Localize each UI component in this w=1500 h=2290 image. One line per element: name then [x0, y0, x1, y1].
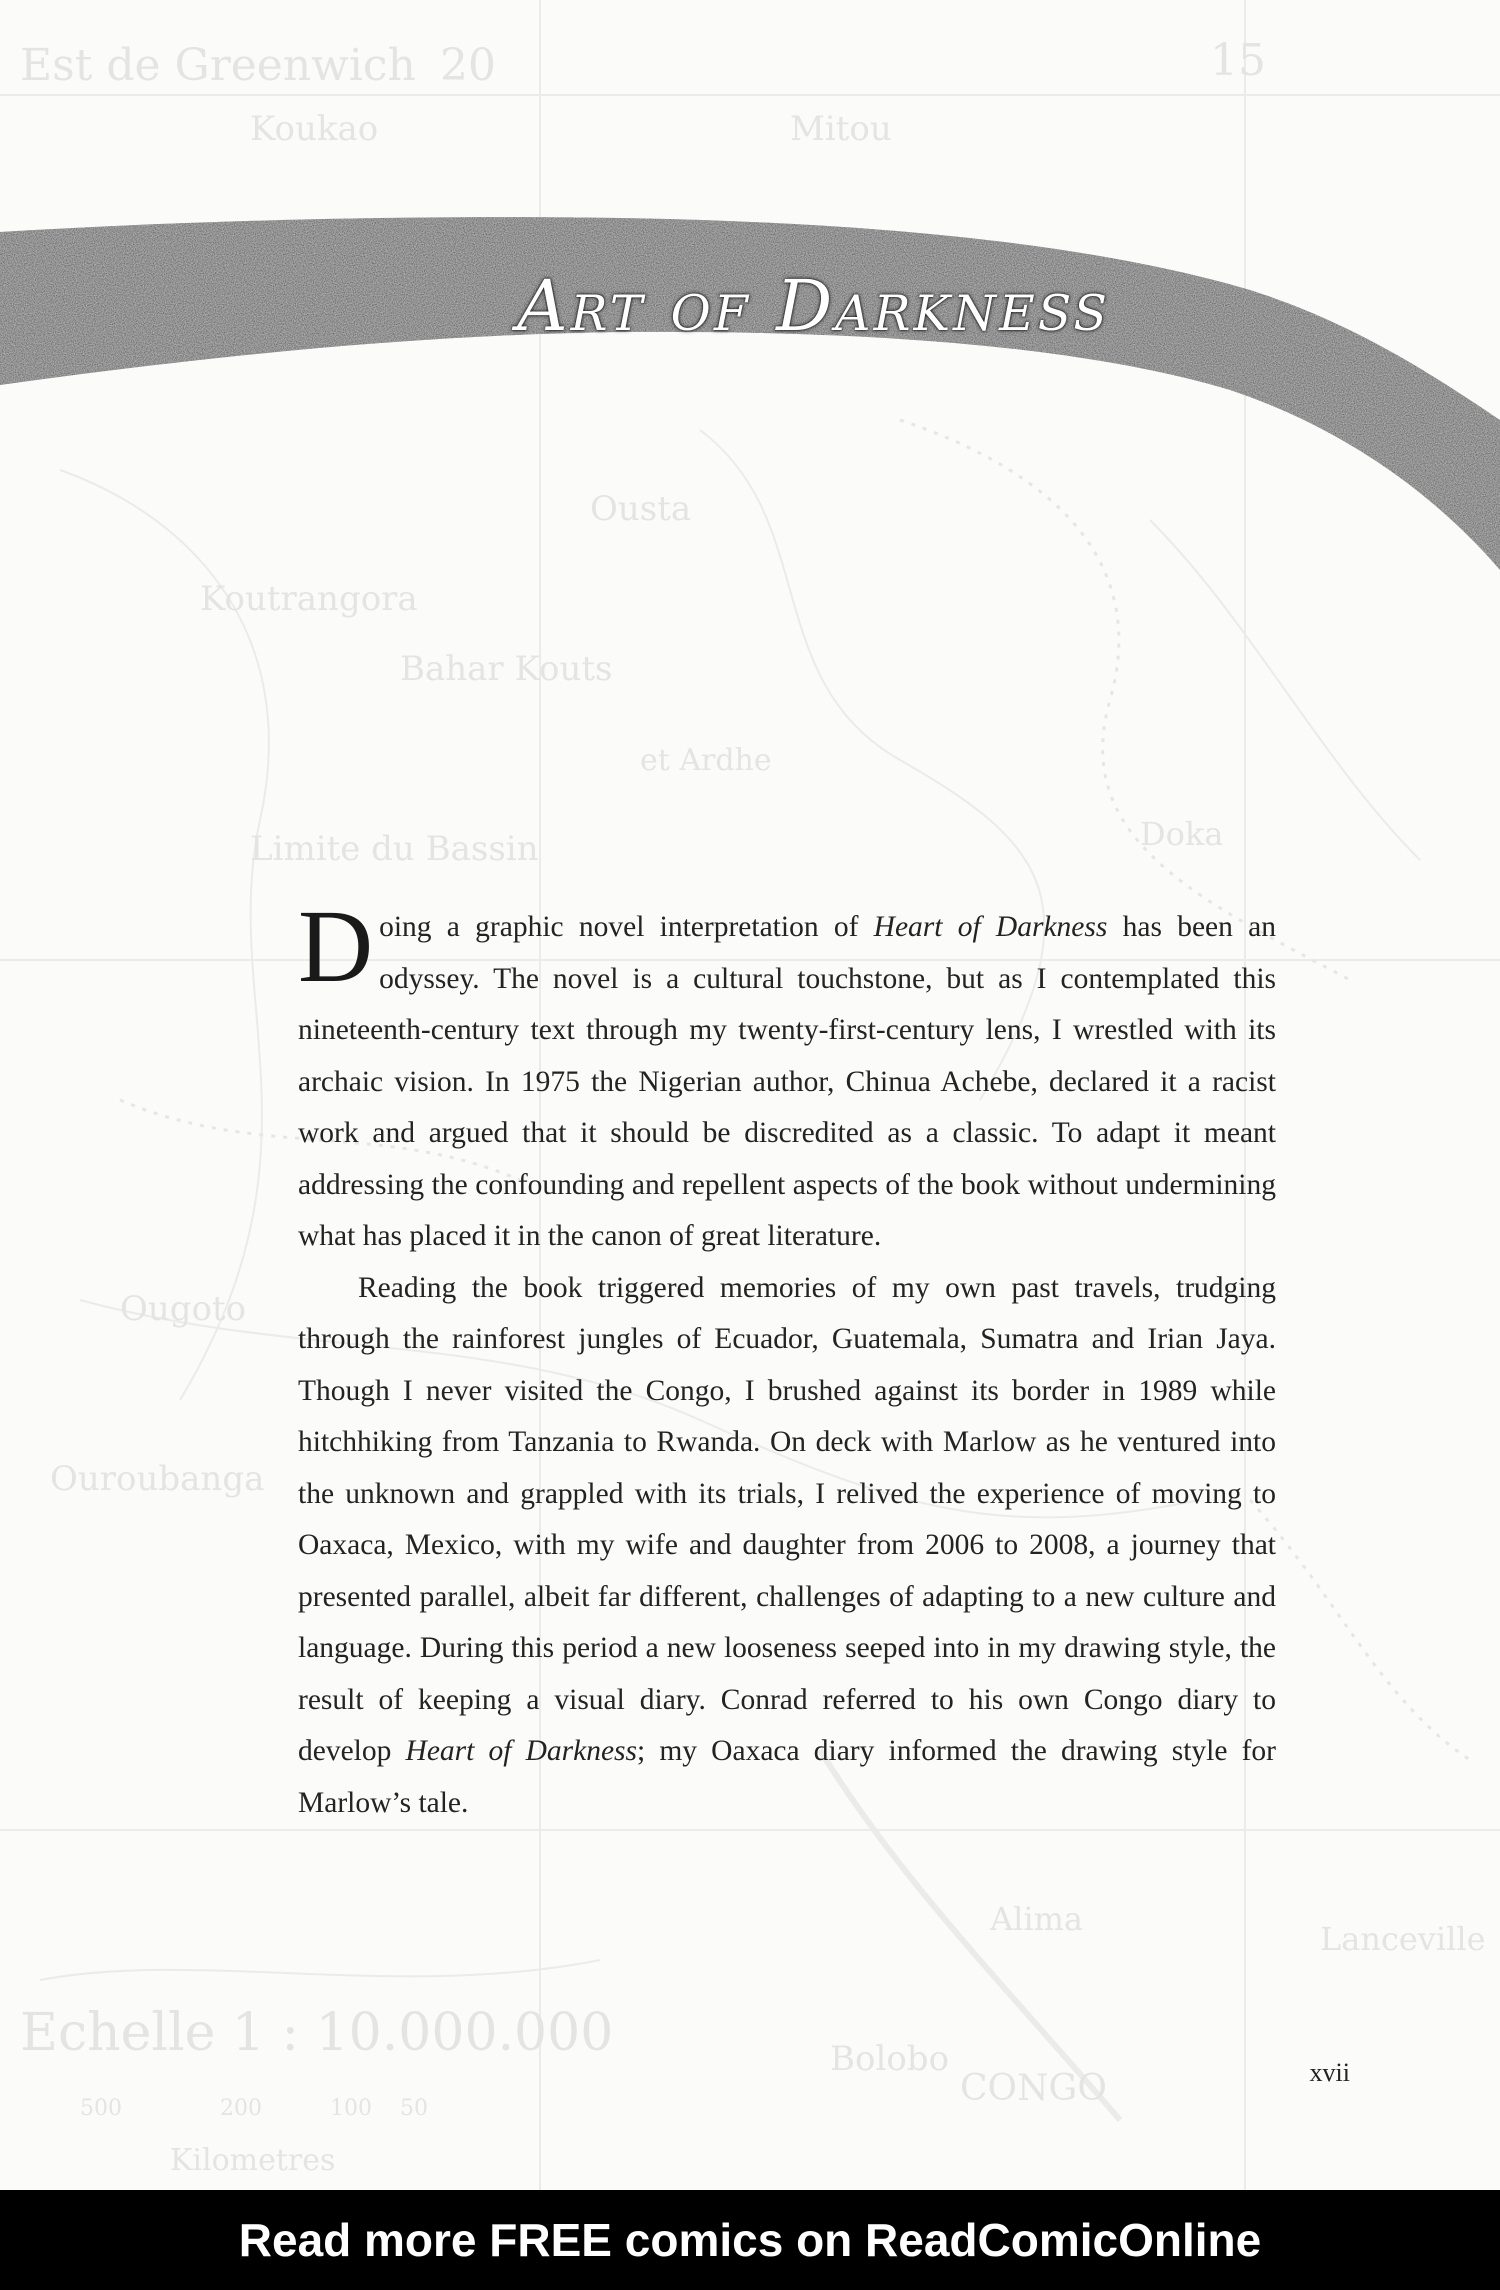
- paragraph: [298, 889, 1276, 1263]
- page-number: xvii: [1309, 2058, 1350, 2087]
- map-label: 500: [80, 2096, 122, 2121]
- drop-cap: D: [298, 889, 374, 1004]
- text-run: Reading the book triggered memories of my own past travels, trudging through the rainforest jungles of Ecuador, Guatemala, Sumatra and Irian Jaya. Though I never visited the Congo, I brushed against its border in 1989 while hitchhiking from Tanzania to Rwanda. On deck with Marlow as he ventured into the unknown and grappled with its trials, I relived the experience of moving to Oaxaca, Mexico, with my wife and daughter from 2006 to 2008, a journey that presented parallel, albeit far different, challenges of adapting to a new culture and language. During this period a new looseness seeped into in my drawing style, the result of keeping a visual diary. Conrad referred to his own Congo diary to develop: [298, 1271, 1276, 1767]
- map-label: Echelle 1 : 10.000.000: [20, 2003, 614, 2063]
- paragraph: [298, 1263, 1276, 1830]
- text-run: has been an odyssey. The novel is a cultural touchstone, but as I contemplated this nineteenth-century text through my twenty-first-century lens, I wrestled with its archaic vision. In 1975 the Nigerian author, Chinua Achebe, declared it a racist work and argued that it should be discredited as a classic. To adapt it meant addressing the confounding and repellent aspects of the book without undermining what has placed it in the canon of great literature.: [298, 911, 1276, 1252]
- text-run: oing a graphic novel interpretation of: [379, 911, 874, 943]
- text-run: ; my Oaxaca diary informed the drawing style for Marlow’s tale.: [298, 1735, 1277, 1819]
- map-label: Ougoto: [120, 1289, 247, 1329]
- map-label: 200: [220, 2096, 262, 2121]
- book-title: Heart of Darkness: [873, 911, 1108, 943]
- map-label: Lanceville: [1320, 1920, 1486, 1958]
- map-label: Bolobo: [830, 2039, 950, 2079]
- map-label: Est de Greenwich: [20, 40, 416, 91]
- map-label: Mitou: [790, 109, 892, 149]
- map-label: Doka: [1140, 815, 1224, 853]
- book-title: Heart of Darkness: [405, 1735, 638, 1767]
- map-label: Ousta: [590, 489, 692, 529]
- map-label: CONGO: [960, 2068, 1107, 2109]
- map-label: 20: [440, 40, 496, 91]
- body-text: [298, 889, 1277, 1829]
- chapter-title: Art of Darkness: [517, 265, 1110, 347]
- map-label: 100: [330, 2096, 372, 2121]
- map-label: 50: [400, 2096, 428, 2121]
- brush-stroke: [0, 180, 1500, 580]
- map-label: Kilometres: [170, 2143, 336, 2178]
- map-label: Alima: [990, 1900, 1083, 1938]
- map-label: Bahar Kouts: [400, 649, 613, 689]
- map-label: Limite du Bassin: [250, 829, 539, 869]
- promo-banner[interactable]: Read more FREE comics on ReadComicOnline: [0, 2190, 1500, 2290]
- map-label: Koutrangora: [200, 579, 418, 619]
- map-label: et Ardhe: [640, 743, 772, 778]
- map-label: 15: [1210, 35, 1266, 86]
- map-label: Koukao: [250, 109, 379, 149]
- map-label: Ouroubanga: [50, 1459, 265, 1499]
